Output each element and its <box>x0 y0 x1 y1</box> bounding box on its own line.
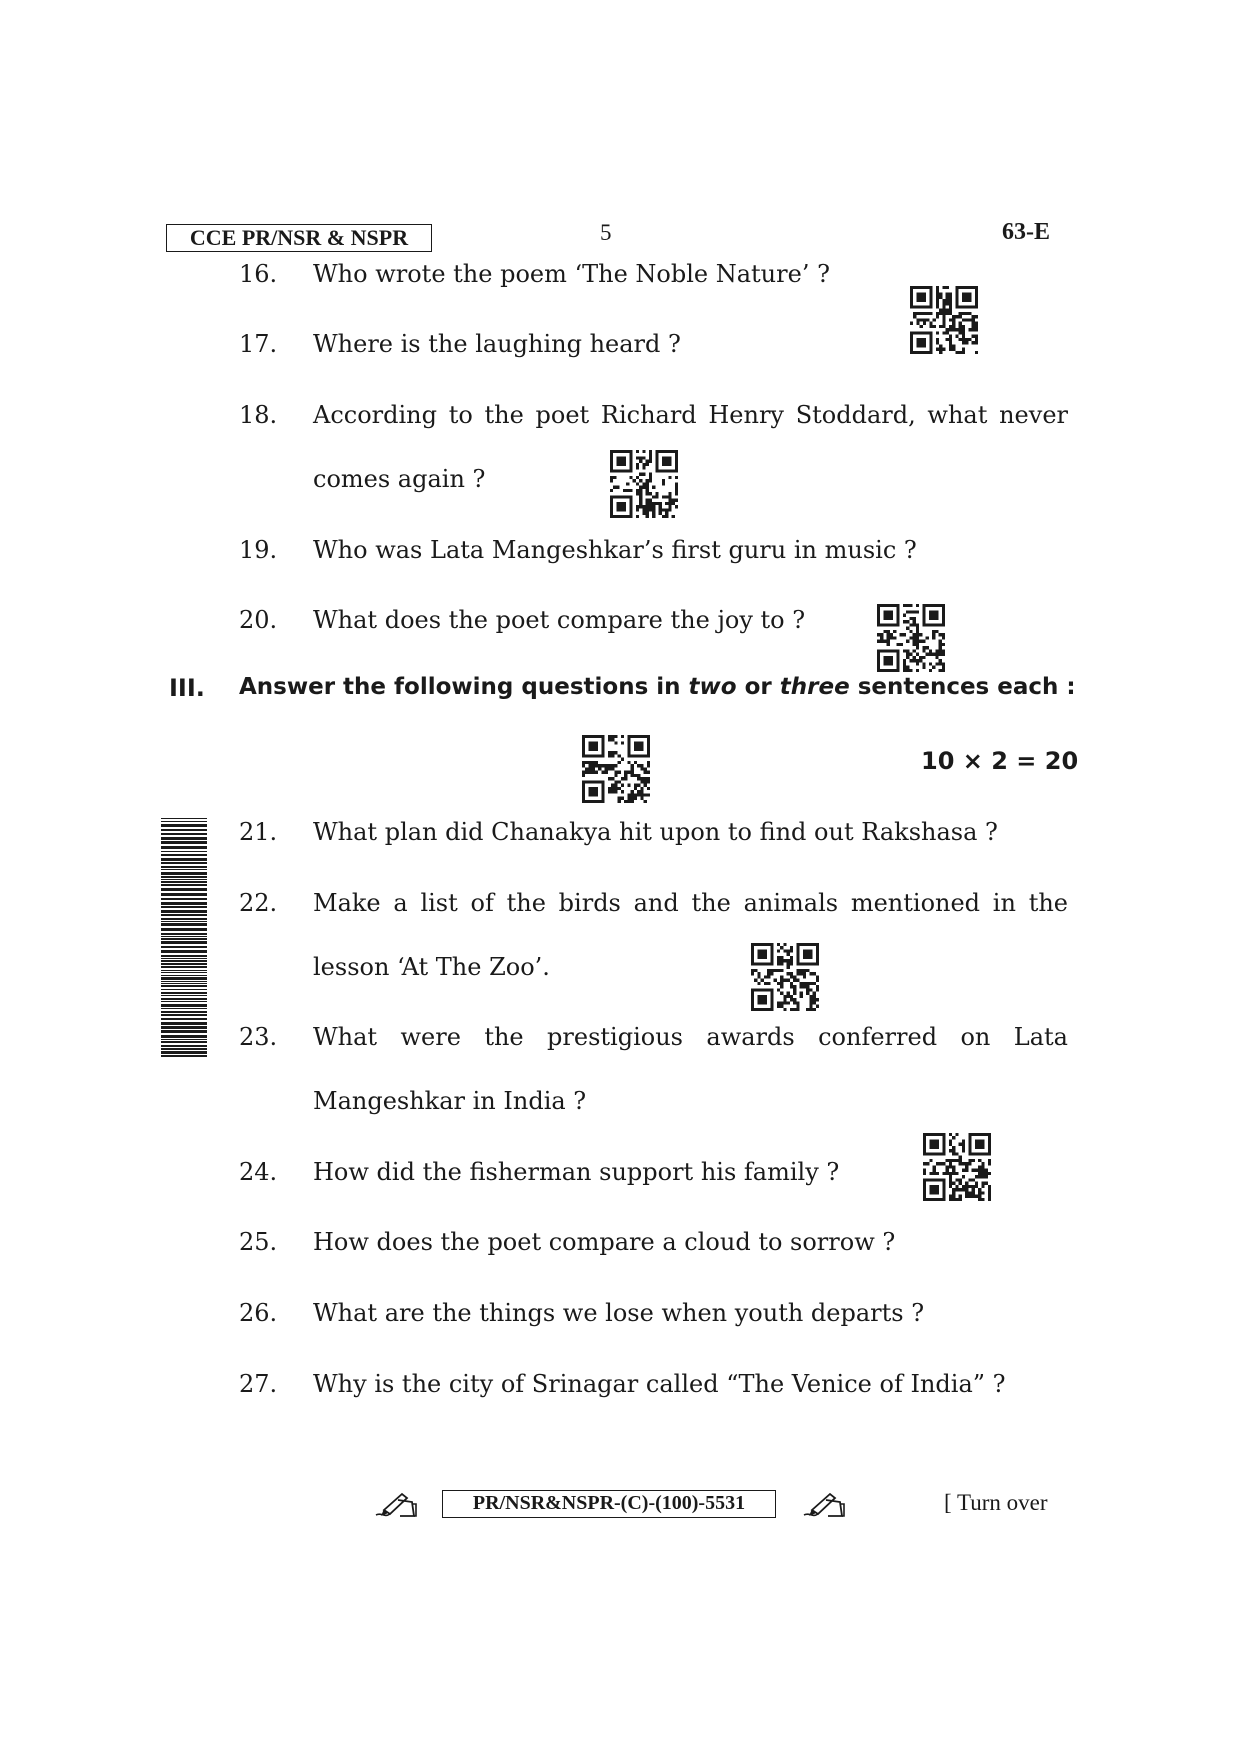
question-number: 20. <box>239 606 278 634</box>
heading-text: or <box>736 674 780 700</box>
heading-emphasis: two <box>688 674 737 700</box>
qr-code-icon[interactable] <box>582 735 650 803</box>
pen-writing-icon <box>372 1488 420 1520</box>
question-text: How did the fisherman support his family ? <box>313 1158 840 1186</box>
question-number: 25. <box>239 1228 278 1256</box>
question-text: Who wrote the poem ‘The Noble Nature’ ? <box>313 260 830 288</box>
turn-over-note: [ Turn over <box>944 1490 1048 1515</box>
question-text: What plan did Chanakya hit upon to find out Rakshasa ? <box>313 818 998 846</box>
section-number: III. <box>169 674 205 702</box>
question-text: What are the things we lose when youth departs ? <box>313 1299 925 1327</box>
paper-code-box: CCE PR/NSR & NSPR <box>166 224 432 252</box>
question-text: Where is the laughing heard ? <box>313 330 681 358</box>
subject-code: 63-E <box>1002 219 1050 245</box>
qr-code-icon[interactable] <box>923 1133 991 1201</box>
question-text: What were the prestigious awards conferred on Lata <box>313 1023 1068 1051</box>
question-text: What does the poet compare the joy to ? <box>313 606 806 634</box>
question-number: 19. <box>239 536 278 564</box>
question-number: 22. <box>239 889 278 917</box>
question-text: According to the poet Richard Henry Stoddard, what never <box>313 401 1068 429</box>
section-marks: 10 × 2 = 20 <box>921 747 1079 775</box>
qr-code-icon[interactable] <box>751 943 819 1011</box>
qr-code-icon[interactable] <box>910 286 978 354</box>
question-text-continued: lesson ‘At The Zoo’. <box>313 953 550 981</box>
page-number: 5 <box>600 220 612 245</box>
heading-text: Answer the following questions in <box>239 674 689 700</box>
qr-code-icon[interactable] <box>610 450 678 518</box>
question-text: Why is the city of Srinagar called “The Venice of India” ? <box>313 1370 1006 1398</box>
barcode-icon <box>161 818 207 1058</box>
question-text: How does the poet compare a cloud to sorrow ? <box>313 1228 896 1256</box>
footer-code-box: PR/NSR&NSPR-(C)-(100)-5531 <box>442 1490 776 1518</box>
question-number: 27. <box>239 1370 278 1398</box>
question-text: Make a list of the birds and the animals mentioned in the <box>313 889 1068 917</box>
question-text-continued: Mangeshkar in India ? <box>313 1087 587 1115</box>
pen-writing-icon <box>800 1488 848 1520</box>
qr-code-icon[interactable] <box>877 604 945 672</box>
question-number: 23. <box>239 1023 278 1051</box>
heading-emphasis: three <box>779 674 850 700</box>
question-number: 18. <box>239 401 278 429</box>
question-number: 16. <box>239 260 278 288</box>
question-number: 21. <box>239 818 278 846</box>
section-heading <box>239 674 1076 700</box>
question-text-continued: comes again ? <box>313 465 486 493</box>
question-text: Who was Lata Mangeshkar’s first guru in music ? <box>313 536 917 564</box>
question-number: 17. <box>239 330 278 358</box>
question-number: 24. <box>239 1158 278 1186</box>
heading-text: sentences each : <box>849 674 1076 700</box>
question-number: 26. <box>239 1299 278 1327</box>
